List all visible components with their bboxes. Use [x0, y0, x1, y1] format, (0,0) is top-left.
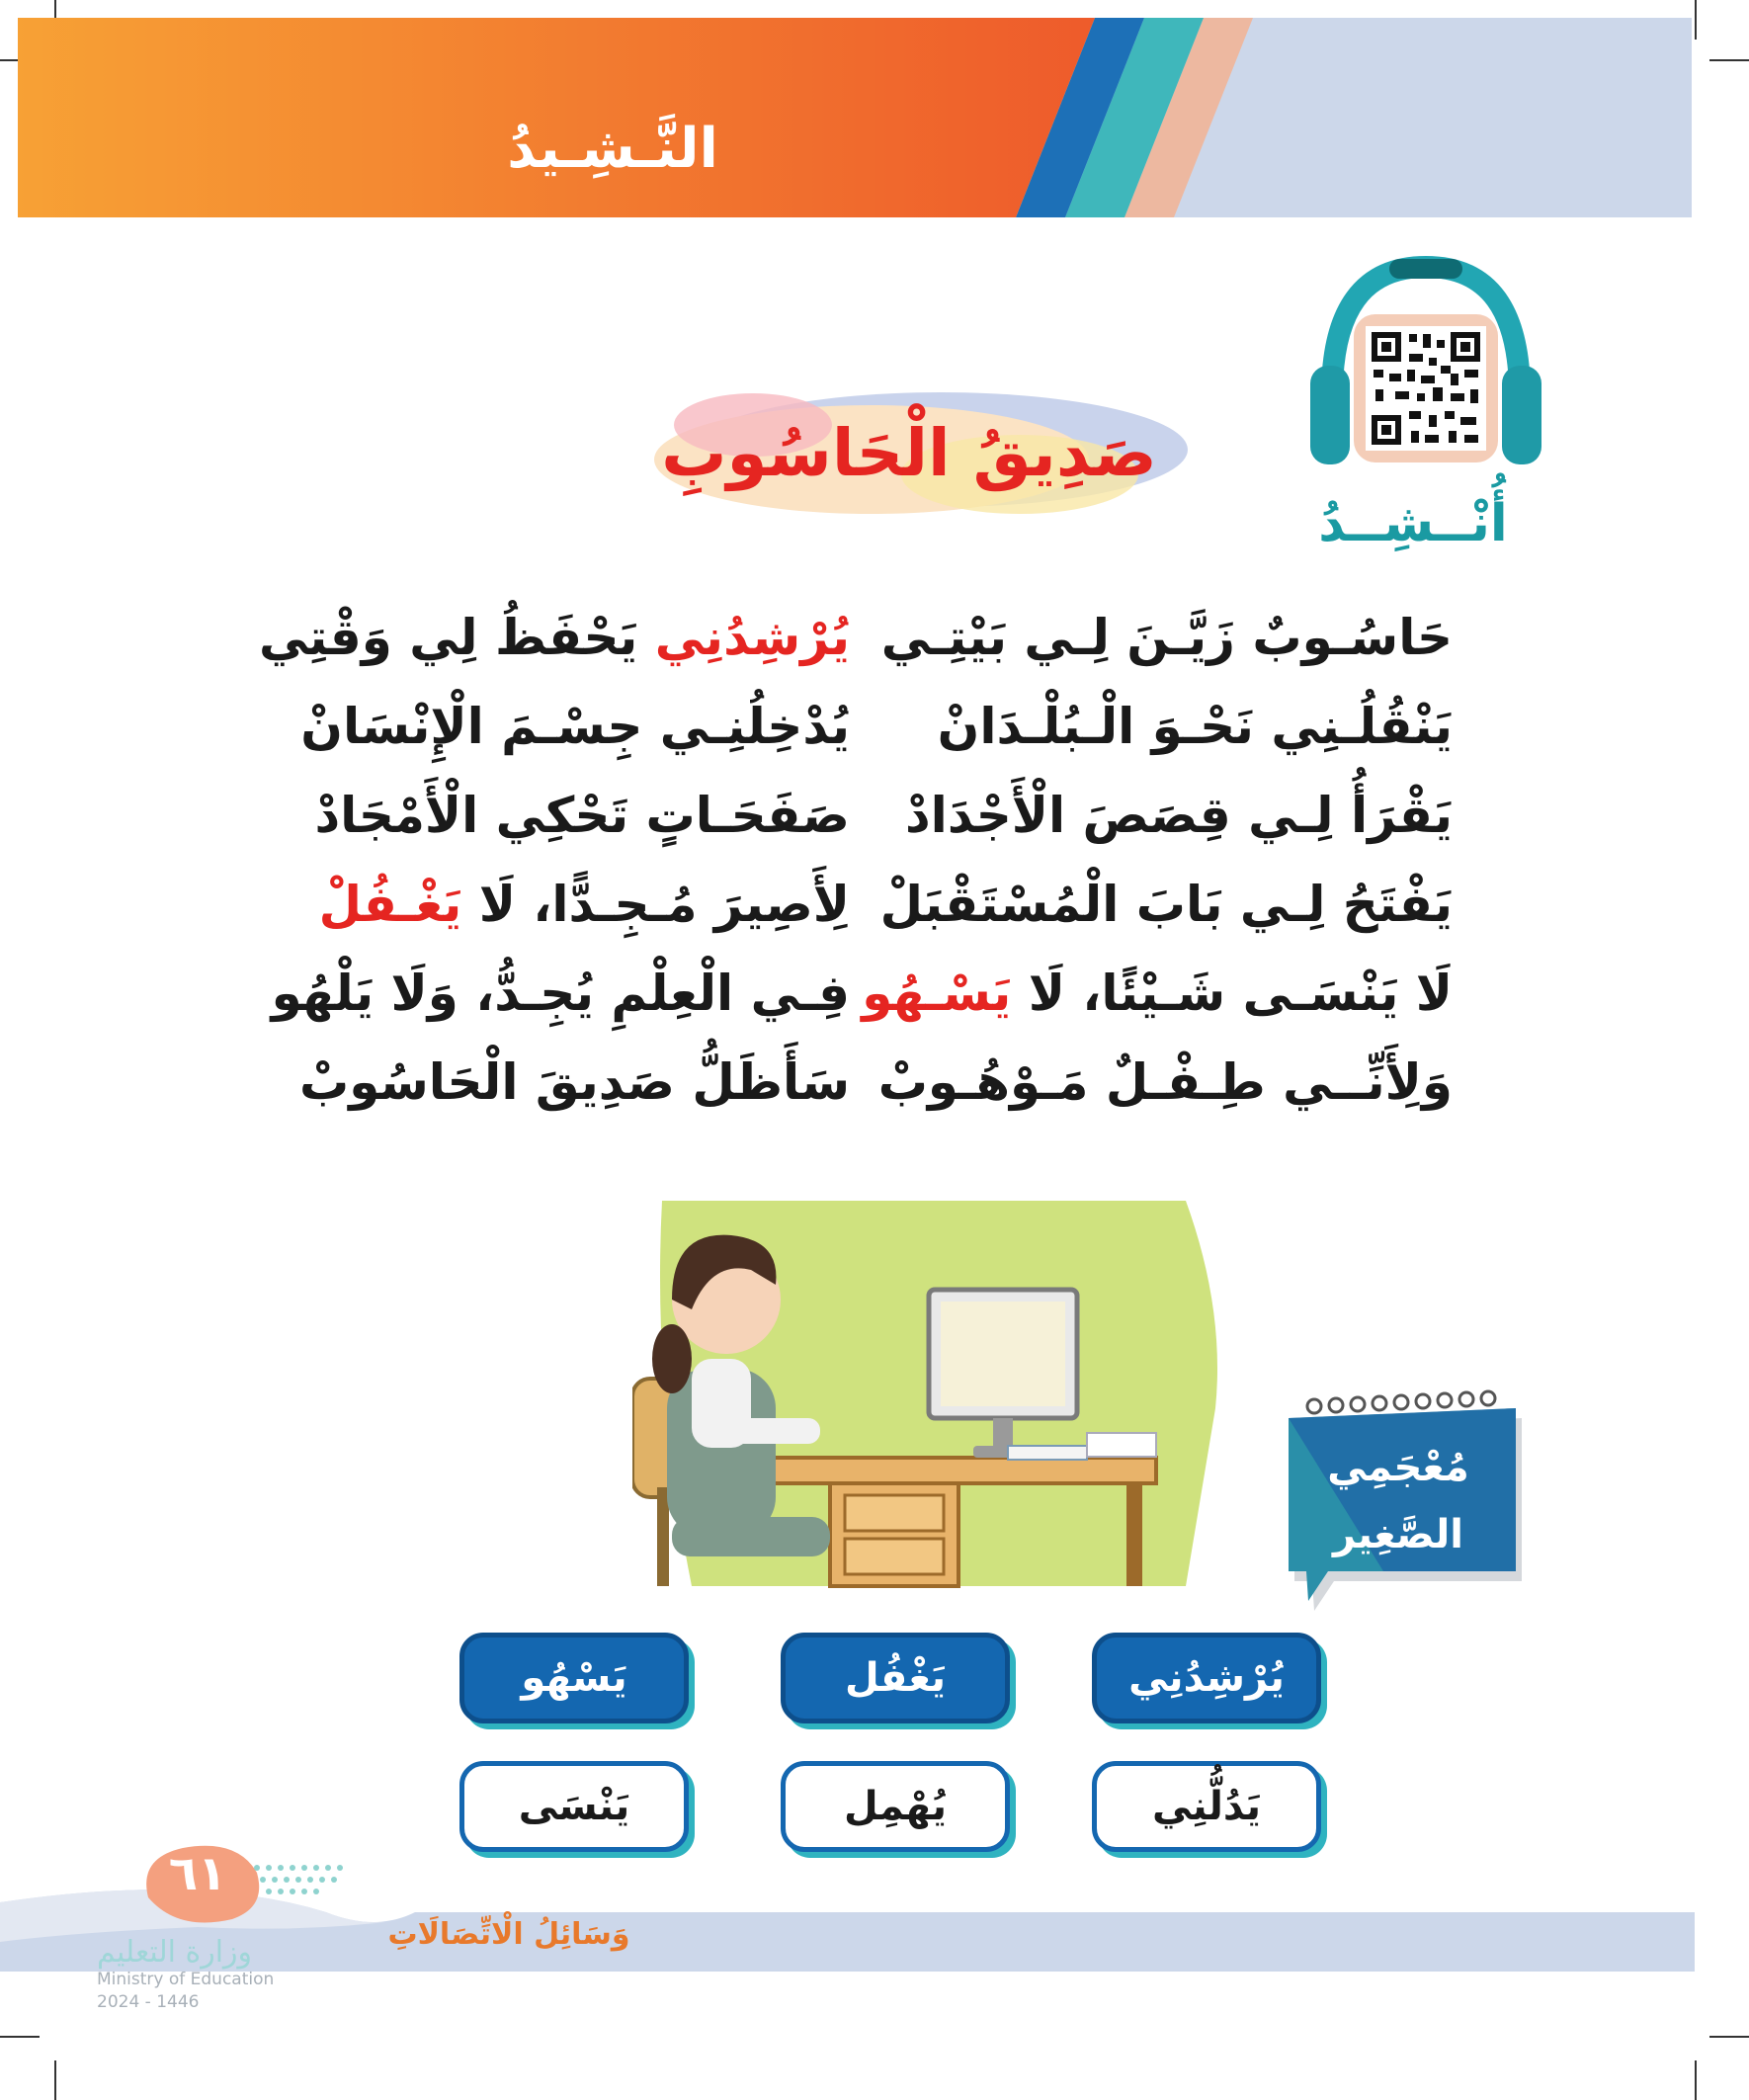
- highlighted-word: يَغْـفُلْ: [318, 876, 462, 933]
- hemistich-text: لِأَصِيرَ مُـجِـدًّا، لَا: [461, 876, 850, 933]
- vocab-meaning-card[interactable]: يَنْسَى: [459, 1761, 689, 1852]
- crop-mark: [0, 2036, 40, 2038]
- crop-mark: [1695, 2060, 1697, 2100]
- dictionary-title-line1: مُعْجَمِي: [1327, 1445, 1469, 1490]
- verse-first-hemistich: وَلِأَنِّــي طِـفْـلٌ مَـوْهُـوبْ: [877, 1053, 1453, 1111]
- verse-second-hemistich: [318, 876, 850, 933]
- section-label: أُنْــشِــدُ: [1318, 494, 1508, 553]
- crop-mark: [1709, 2036, 1749, 2038]
- hemistich-text: يَحْفَظُ لِي وَقْتِي: [258, 609, 655, 666]
- verse-first-hemistich: [862, 965, 1453, 1022]
- vocab-word-card[interactable]: يَغْفُل: [781, 1633, 1010, 1723]
- crop-mark: [54, 2060, 56, 2100]
- edition-year: 2024 - 1446: [97, 1992, 200, 2012]
- girl-at-computer-illustration: [632, 1191, 1235, 1606]
- hemistich-text: لَا يَنْسَـى شَـيْئًا، لَا: [1011, 965, 1453, 1022]
- ministry-logo-dots: [247, 1858, 356, 1907]
- verse-second-hemistich: فِـي الْعِلْمِ يُجِـدُّ، وَلَا يَلْهُو: [271, 965, 850, 1022]
- poem-verse: [318, 860, 1453, 949]
- vocab-word-card[interactable]: يَسْهُو: [459, 1633, 689, 1723]
- verse-second-hemistich: صَفَحَـاتٍ تَحْكِي الْأَمْجَادْ: [314, 787, 850, 844]
- verse-second-hemistich: [258, 609, 850, 666]
- highlighted-word: يُرْشِدُنِي: [654, 609, 850, 666]
- poem-verse: [258, 593, 1453, 682]
- header-band: [18, 18, 1692, 217]
- poem: [258, 593, 1453, 1127]
- unit-title: وَسَائِلُ الْاتِّصَالَاتِ: [387, 1917, 630, 1952]
- dictionary-badge: [1275, 1388, 1532, 1621]
- poem-verse: [300, 682, 1453, 771]
- song-title: صَدِيقُ الْحَاسُوبِ: [661, 415, 1157, 491]
- page-number: ٦١: [168, 1846, 227, 1901]
- vocab-meaning-card[interactable]: يُهْمِل: [781, 1761, 1010, 1852]
- crop-mark: [1695, 0, 1697, 40]
- verse-first-hemistich: يَنْقُلُـنِي نَحْـوَ الْـبُلْـدَانْ: [937, 698, 1453, 755]
- verse-second-hemistich: يُدْخِلُنِـي جِسْـمَ الْإِنْسَانْ: [300, 698, 850, 755]
- verse-first-hemistich: يَقْرَأُ لِـي قِصَصَ الْأَجْدَادْ: [905, 787, 1453, 844]
- ministry-name-english: Ministry of Education: [97, 1970, 275, 1989]
- poem-verse: [271, 949, 1453, 1038]
- poem-verse: [314, 771, 1453, 860]
- verse-second-hemistich: سَأَظَلُّ صَدِيقَ الْحَاسُوبْ: [298, 1053, 850, 1111]
- poem-verse: [298, 1038, 1453, 1127]
- vocab-word-card[interactable]: يُرْشِدُنِي: [1092, 1633, 1321, 1723]
- highlighted-word: يَسْـهُو: [862, 965, 1012, 1022]
- header-title: النَّـشِـيدُ: [507, 117, 718, 181]
- dictionary-title-line2: الصَّغِير: [1333, 1512, 1463, 1557]
- verse-first-hemistich: حَاسُـوبٌ زَيَّـنَ لِـي بَيْتِـي: [880, 609, 1453, 666]
- ministry-name-arabic: وزارة التعليم: [97, 1935, 253, 1970]
- vocab-meaning-card[interactable]: يَدُلُّنِي: [1092, 1761, 1321, 1852]
- headphones-qr-icon[interactable]: [1302, 247, 1549, 474]
- verse-first-hemistich: يَفْتَحُ لِـي بَابَ الْمُسْتَقْبَلْ: [879, 876, 1453, 933]
- crop-mark: [1709, 59, 1749, 61]
